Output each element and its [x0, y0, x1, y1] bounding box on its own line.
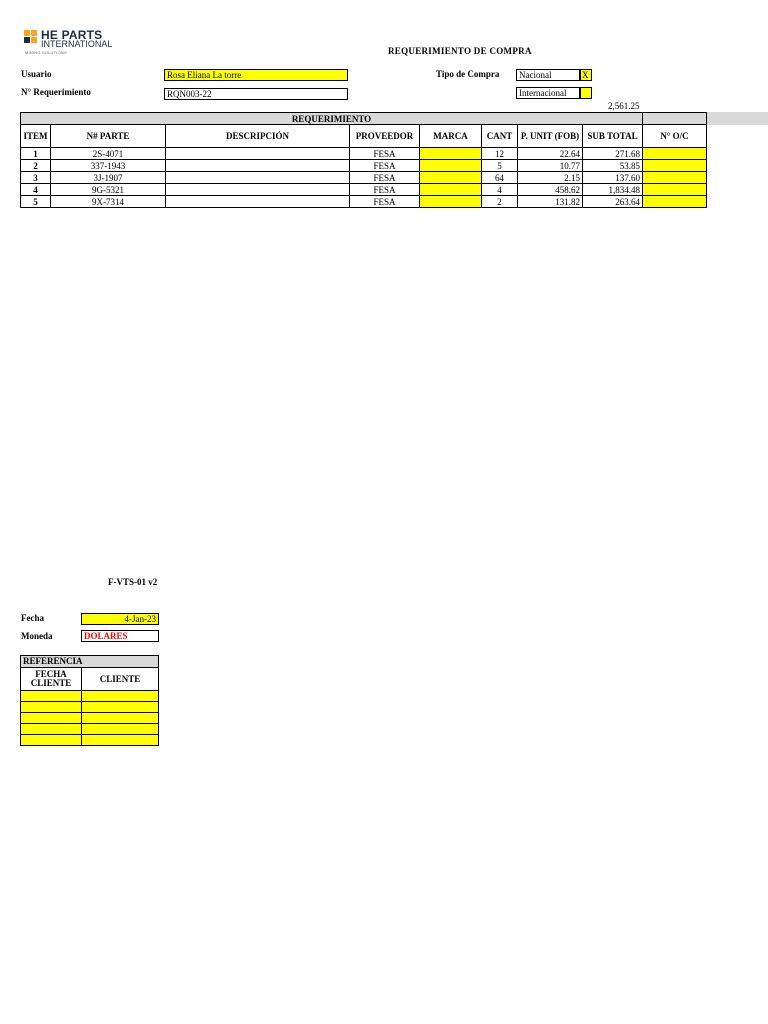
- requerimiento-number-field[interactable]: RQN003-22: [164, 88, 348, 100]
- logo-text-main: HE PARTS: [41, 28, 103, 42]
- row-parte[interactable]: 3J-1907: [51, 172, 166, 184]
- logo-text-sub: INTERNATIONAL: [41, 39, 113, 49]
- row-subtotal: 1,834.48: [583, 184, 643, 196]
- row-oc[interactable]: [643, 196, 707, 208]
- row-item: 4: [21, 184, 51, 196]
- fecha-label: Fecha: [21, 613, 44, 623]
- row-descripcion[interactable]: [166, 160, 350, 172]
- ref-cliente-cell[interactable]: [82, 702, 159, 713]
- row-marca[interactable]: [420, 172, 482, 184]
- logo-mark-icon: [24, 30, 38, 46]
- nacional-option-label: Nacional: [516, 69, 580, 81]
- header-fecha-cliente: FECHA CLIENTE: [21, 668, 82, 691]
- company-logo: [24, 28, 114, 58]
- header-descripcion: DESCRIPCIÓN: [166, 125, 350, 148]
- document-title: REQUERIMIENTO DE COMPRA: [388, 46, 532, 56]
- row-subtotal: 137.60: [583, 172, 643, 184]
- moneda-field[interactable]: DOLARES: [81, 630, 159, 642]
- table-row: [21, 160, 707, 172]
- row-punit[interactable]: 2.15: [518, 172, 583, 184]
- referencia-row: [21, 713, 159, 724]
- ref-fecha-cell[interactable]: [21, 713, 82, 724]
- ref-fecha-cell[interactable]: [21, 735, 82, 746]
- row-proveedor[interactable]: FESA: [350, 172, 420, 184]
- row-proveedor[interactable]: FESA: [350, 196, 420, 208]
- ref-fecha-cell[interactable]: [21, 702, 82, 713]
- row-item: 3: [21, 172, 51, 184]
- row-item: 5: [21, 196, 51, 208]
- table-row: [21, 172, 707, 184]
- row-marca[interactable]: [420, 184, 482, 196]
- row-proveedor[interactable]: FESA: [350, 160, 420, 172]
- requerimiento-number-label: N° Requerimiento: [21, 87, 91, 97]
- row-descripcion[interactable]: [166, 184, 350, 196]
- usuario-label: Usuario: [21, 69, 52, 79]
- row-punit[interactable]: 131.82: [518, 196, 583, 208]
- moneda-label: Moneda: [21, 631, 53, 641]
- header-proveedor: PROVEEDOR: [350, 125, 420, 148]
- internacional-option-label: Internacional: [516, 87, 580, 99]
- ref-cliente-cell[interactable]: [82, 691, 159, 702]
- row-subtotal: 263.64: [583, 196, 643, 208]
- referencia-title: REFERENCIA: [21, 656, 159, 668]
- header-cliente: CLIENTE: [82, 668, 159, 691]
- logo-tagline: MINING SOLUTIONS: [25, 50, 67, 55]
- usuario-field[interactable]: Rosa Eliana La torre: [164, 69, 348, 81]
- row-item: 1: [21, 148, 51, 160]
- table-title-blank: [643, 113, 707, 125]
- table-row: [21, 148, 707, 160]
- header-oc: N° O/C: [643, 125, 707, 148]
- row-oc[interactable]: [643, 160, 707, 172]
- total-amount: 2,561.25: [608, 101, 640, 111]
- header-cant: CANT: [482, 125, 518, 148]
- referencia-title-row: [21, 656, 159, 668]
- ref-cliente-cell[interactable]: [82, 713, 159, 724]
- row-proveedor[interactable]: FESA: [350, 148, 420, 160]
- row-descripcion[interactable]: [166, 148, 350, 160]
- row-oc[interactable]: [643, 148, 707, 160]
- row-cant[interactable]: 64: [482, 172, 518, 184]
- ref-cliente-cell[interactable]: [82, 735, 159, 746]
- row-descripcion[interactable]: [166, 172, 350, 184]
- row-oc[interactable]: [643, 172, 707, 184]
- header-item: ITEM: [21, 125, 51, 148]
- row-parte[interactable]: 2S-4071: [51, 148, 166, 160]
- table-row: [21, 196, 707, 208]
- row-proveedor[interactable]: FESA: [350, 184, 420, 196]
- referencia-row: [21, 735, 159, 746]
- row-marca[interactable]: [420, 160, 482, 172]
- row-punit[interactable]: 458.62: [518, 184, 583, 196]
- referencia-row: [21, 702, 159, 713]
- header-parte: N# PARTE: [51, 125, 166, 148]
- tipo-compra-label: Tipo de Compra: [436, 69, 500, 79]
- table-title: REQUERIMIENTO: [21, 113, 643, 125]
- row-item: 2: [21, 160, 51, 172]
- internacional-checkbox[interactable]: [580, 87, 592, 99]
- row-parte[interactable]: 9X-7314: [51, 196, 166, 208]
- nacional-checkbox[interactable]: X: [580, 69, 592, 81]
- row-punit[interactable]: 10.77: [518, 160, 583, 172]
- header-subtotal: SUB TOTAL: [583, 125, 643, 148]
- table-row: [21, 184, 707, 196]
- header-punit: P. UNIT (FOB): [518, 125, 583, 148]
- row-cant[interactable]: 2: [482, 196, 518, 208]
- row-cant[interactable]: 5: [482, 160, 518, 172]
- row-marca[interactable]: [420, 196, 482, 208]
- ref-cliente-cell[interactable]: [82, 724, 159, 735]
- row-parte[interactable]: 9G-5321: [51, 184, 166, 196]
- row-subtotal: 271.68: [583, 148, 643, 160]
- fecha-field[interactable]: 4-Jan-23: [81, 613, 159, 625]
- table-header-row: [21, 125, 707, 148]
- referencia-header-row: [21, 668, 159, 691]
- ref-fecha-cell[interactable]: [21, 691, 82, 702]
- row-descripcion[interactable]: [166, 196, 350, 208]
- header-marca: MARCA: [420, 125, 482, 148]
- form-code: F-VTS-01 v2: [108, 577, 158, 587]
- referencia-row: [21, 691, 159, 702]
- referencia-row: [21, 724, 159, 735]
- row-oc[interactable]: [643, 184, 707, 196]
- row-subtotal: 53.85: [583, 160, 643, 172]
- row-marca[interactable]: [420, 148, 482, 160]
- referencia-table: [20, 655, 159, 746]
- row-parte[interactable]: 337-1943: [51, 160, 166, 172]
- row-cant[interactable]: 4: [482, 184, 518, 196]
- requerimiento-table: [20, 112, 707, 208]
- ref-fecha-cell[interactable]: [21, 724, 82, 735]
- row-cant[interactable]: 12: [482, 148, 518, 160]
- table-title-row: [21, 113, 707, 125]
- row-punit[interactable]: 22.64: [518, 148, 583, 160]
